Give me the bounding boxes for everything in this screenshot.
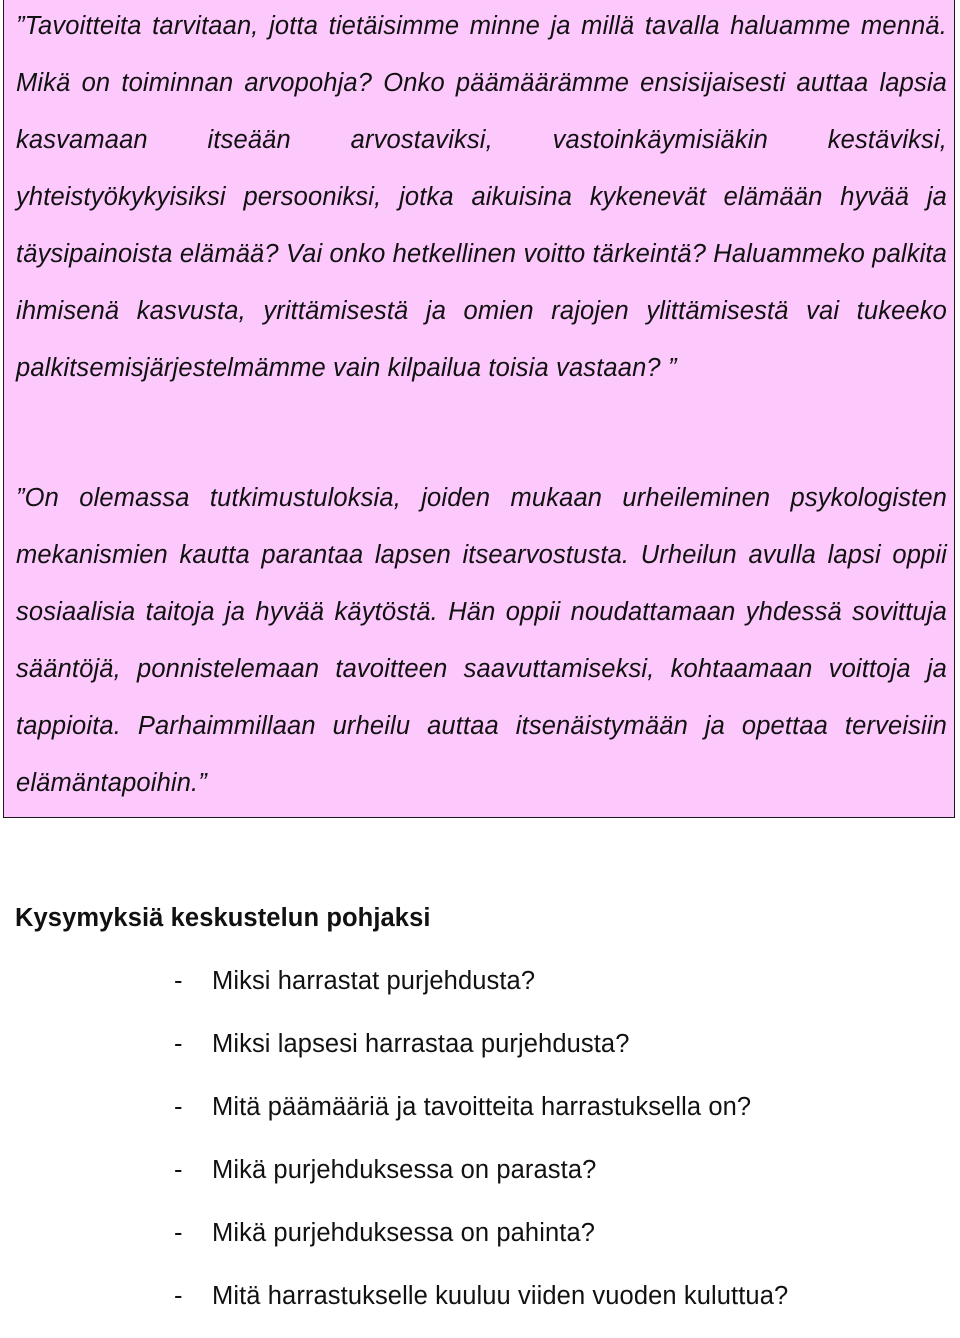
- bullet-dash: -: [174, 1282, 183, 1310]
- question-list: [174, 960, 788, 1338]
- question-text: Miksi harrastat purjehdusta?: [212, 967, 536, 995]
- bullet-dash: -: [174, 1093, 183, 1121]
- bullet-dash: -: [174, 1030, 183, 1058]
- question-text: Mikä purjehduksessa on pahinta?: [212, 1219, 596, 1247]
- list-item: [174, 1023, 788, 1086]
- question-text: Mikä purjehduksessa on parasta?: [212, 1156, 597, 1184]
- question-text: Mitä harrastukselle kuuluu viiden vuoden kuluttua?: [212, 1282, 789, 1310]
- question-text: Miksi lapsesi harrastaa purjehdusta?: [212, 1030, 630, 1058]
- quote-paragraph-goals: ”Tavoitteita tarvitaan, jotta tietäisimme minne ja millä tavalla haluamme mennä. Mikä on toiminnan arvopohja? Onko päämäärämme ensisijaisesti auttaa lapsia kasvamaan itseään arvostaviksi, vastoinkäymisiäkin kestäviksi, yhteistyökykyisiksi persooniksi, jotka aikuisina kykenevät elämään hyvää ja täysipainoista elämää? Vai onko hetkellinen voitto tärkeintä? Haluammeko palkita ihmisenä kasvusta, yrittämisestä ja omien rajojen ylittämisestä vai tukeeko palkitsemisjärjestelmämme vain kilpailua toisia vastaan? ”: [16, 12, 947, 382]
- list-item: [174, 1086, 788, 1149]
- quote-box: [3, 0, 955, 818]
- discussion-heading: Kysymyksiä keskustelun pohjaksi: [15, 904, 431, 932]
- quote-paragraph-research: ”On olemassa tutkimustuloksia, joiden mukaan urheileminen psykologisten mekanismien kautta parantaa lapsen itsearvostusta. Urheilun avulla lapsi oppii sosiaalisia taitoja ja hyvää käytöstä. Hän oppii noudattamaan yhdessä sovittuja sääntöjä, ponnistelemaan tavoitteen saavuttamiseksi, kohtaamaan voittoja ja tappioita. Parhaimmillaan urheilu auttaa itsenäistymään ja opettaa terveisiin elämäntapoihin.”: [16, 484, 947, 797]
- bullet-dash: -: [174, 967, 183, 995]
- bullet-dash: -: [174, 1156, 183, 1184]
- list-item: [174, 960, 788, 1023]
- bullet-dash: -: [174, 1219, 183, 1247]
- list-item: [174, 1149, 788, 1212]
- question-text: Mitä päämääriä ja tavoitteita harrastuksella on?: [212, 1093, 752, 1121]
- list-item: [174, 1212, 788, 1275]
